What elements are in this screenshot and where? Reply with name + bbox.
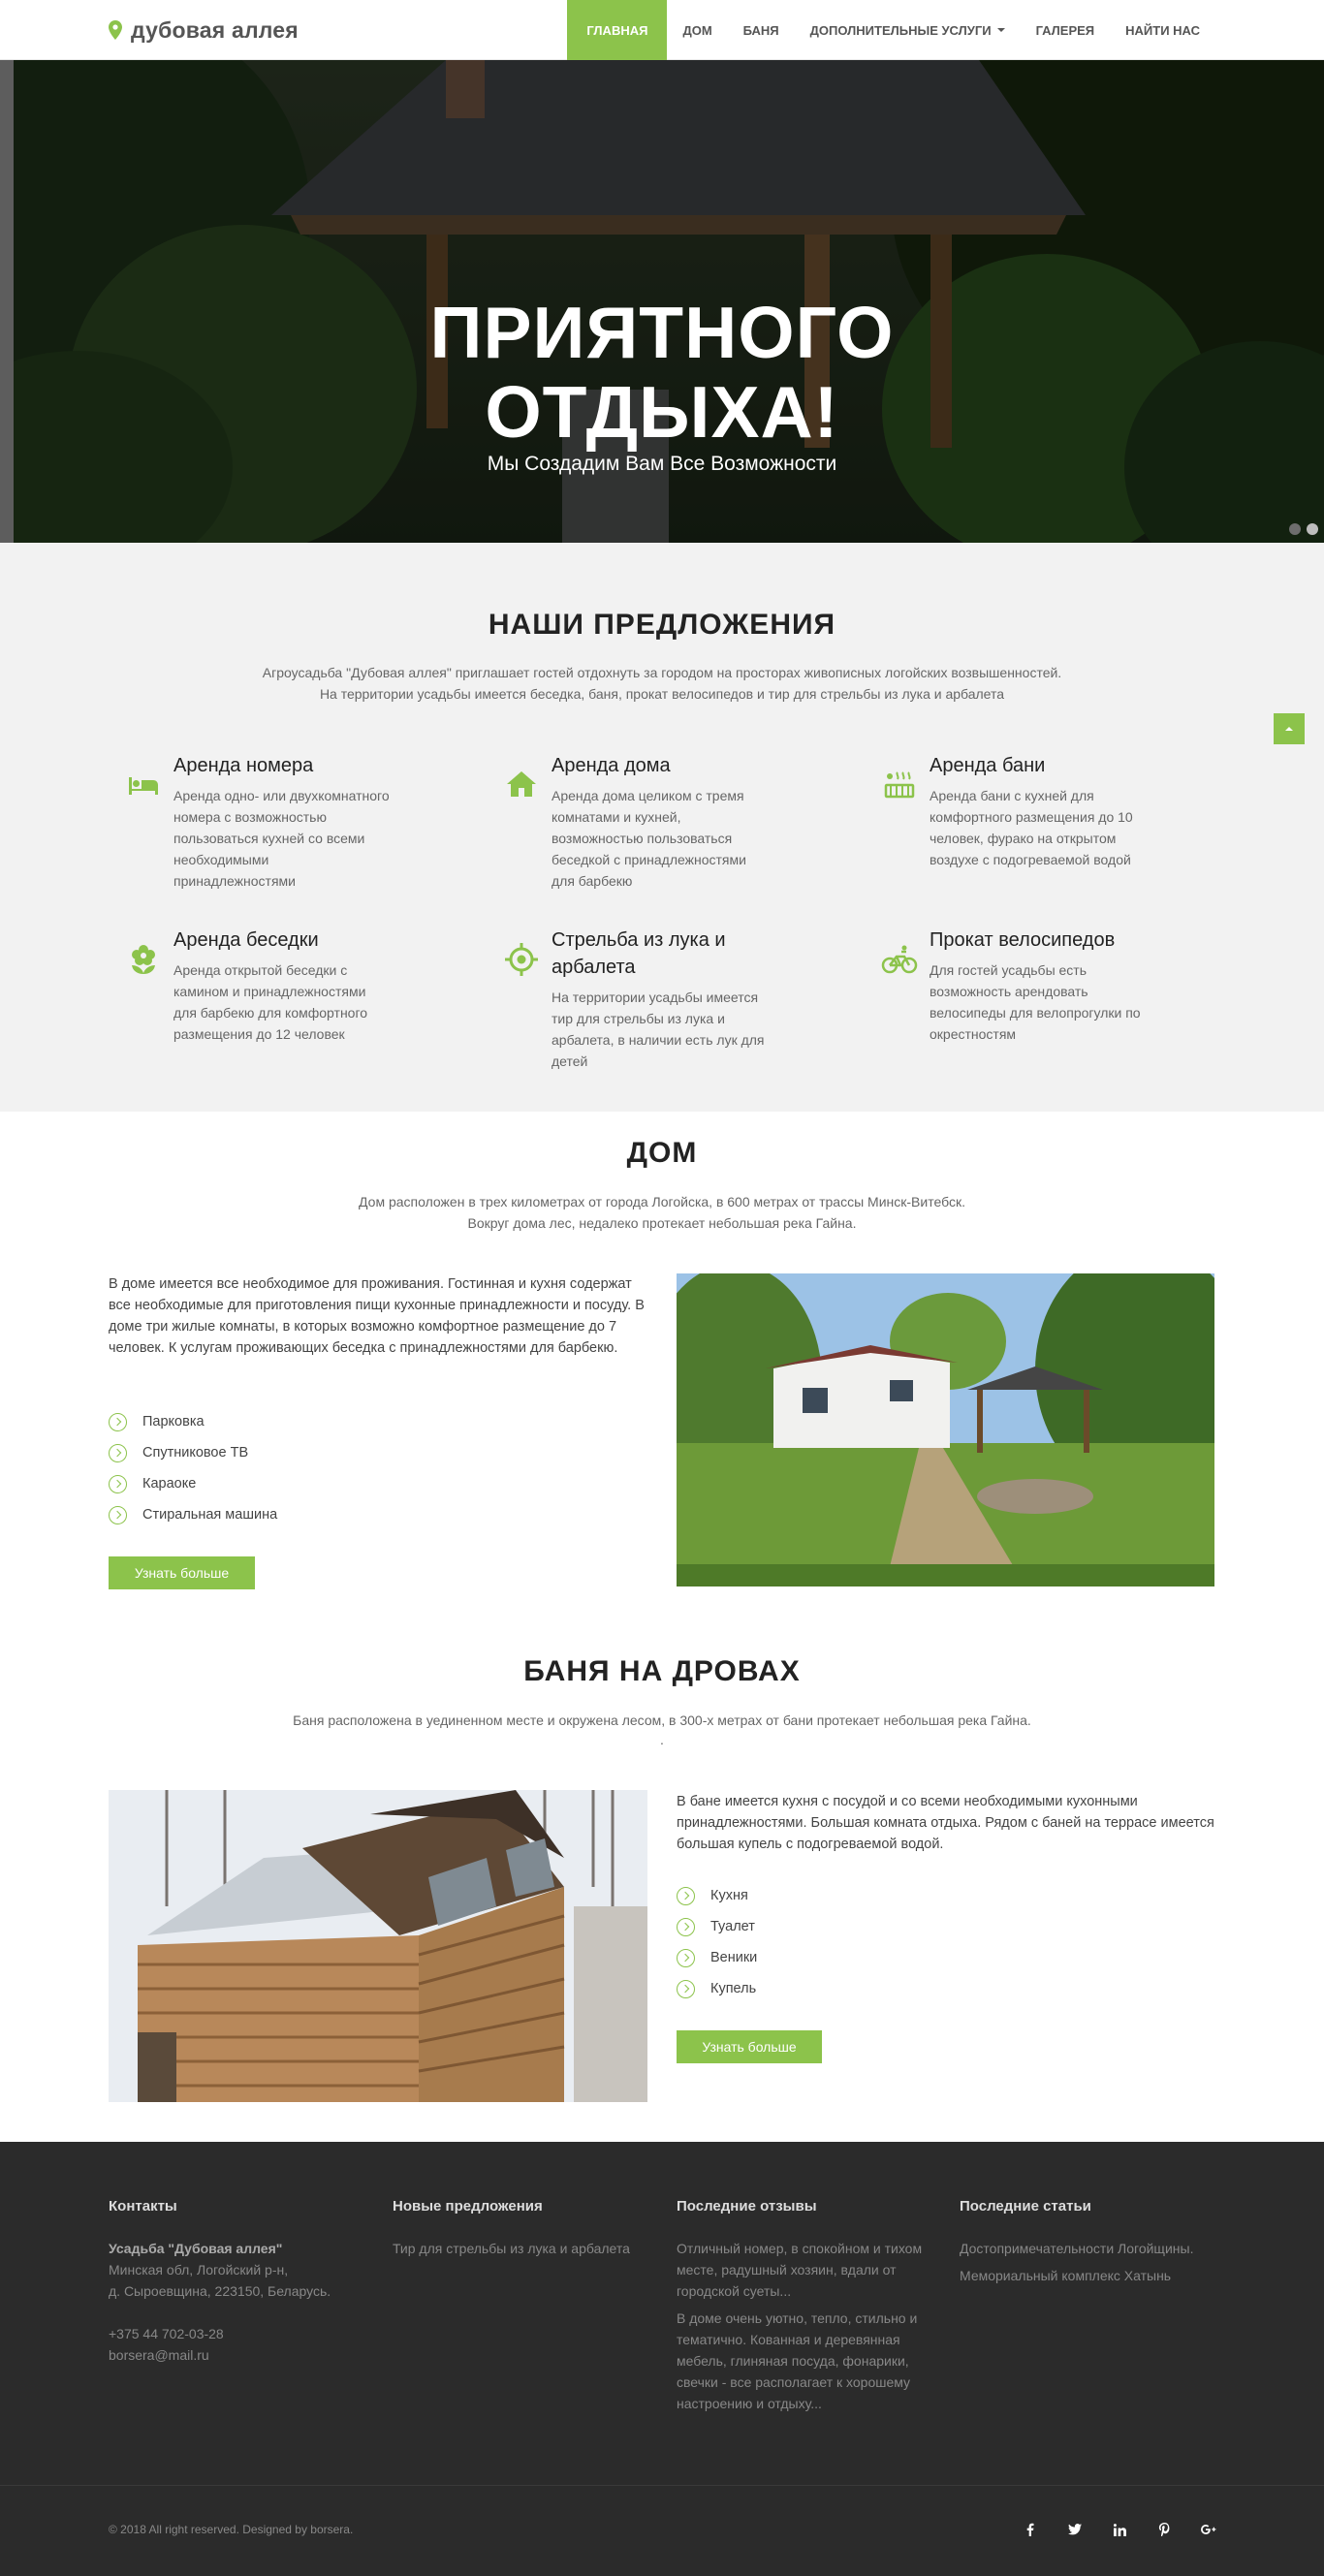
service-gazebo-rent xyxy=(109,927,390,1045)
hero-title xyxy=(0,293,1324,452)
map-pin-icon xyxy=(109,20,122,40)
bath-title: БАНЯ НА ДРОВАХ xyxy=(523,1655,801,1687)
check-circle-icon xyxy=(109,1506,127,1524)
hot-tub-icon xyxy=(880,766,919,804)
navbar xyxy=(0,0,1324,60)
service-title: Аренда дома xyxy=(552,755,671,776)
footer xyxy=(0,2142,1324,2576)
nav-item-house[interactable]: ДОМ xyxy=(682,22,712,38)
nav-item-home[interactable]: ГЛАВНАЯ xyxy=(567,0,667,60)
contacts-address-line2: д. Сыроевщина, 223150, Беларусь. xyxy=(109,2283,331,2299)
check-circle-icon xyxy=(677,1949,695,1967)
offers-intro-line2: На территории усадьбы имеется беседка, баня, прокат велосипедов и тир для стрельбы из лука и арбалета xyxy=(319,686,1005,702)
check-circle-icon xyxy=(677,1887,695,1905)
footer-new-offers xyxy=(393,2198,654,2265)
nav-item-bath[interactable]: БАНЯ xyxy=(742,22,779,38)
service-title: Аренда номера xyxy=(173,755,314,776)
contacts-email[interactable]: borsera@mail.ru xyxy=(109,2347,209,2363)
brand-logo[interactable] xyxy=(109,0,299,60)
feature-label: Парковка xyxy=(142,1414,205,1429)
house-features xyxy=(109,1406,277,1530)
main-nav xyxy=(567,0,1215,60)
slider-dot[interactable] xyxy=(1289,523,1301,535)
nav-item-extra-services[interactable] xyxy=(795,0,1021,60)
slider-dot-active[interactable] xyxy=(1307,523,1318,535)
nav-item-contacts[interactable]: НАЙТИ НАС xyxy=(1125,22,1200,38)
footer-contacts xyxy=(109,2198,370,2366)
service-desc: Аренда дома целиком с тремя комнатами и кухней, возможностью пользоваться беседкой с принадлежностями для барбекю xyxy=(552,788,746,889)
caret-down-icon xyxy=(997,28,1005,32)
house-intro-line2: Вокруг дома лес, недалеко протекает небольшая река Гайна. xyxy=(467,1215,857,1231)
footer-divider xyxy=(0,2485,1324,2486)
service-desc: Аренда одно- или двухкомнатного номера с возможностью пользоваться кухней со всеми необходимыми принадлежностями xyxy=(173,788,390,889)
brand-name: дубовая аллея xyxy=(131,16,299,43)
spacer xyxy=(109,2302,370,2323)
check-circle-icon xyxy=(109,1475,127,1493)
check-circle-icon xyxy=(109,1444,127,1462)
social-links xyxy=(1022,2521,1217,2538)
review-item[interactable]: Отличный номер, в спокойном и тихом месте, радушный хозяин, вдали от городской суеты... xyxy=(677,2241,923,2299)
pinterest-icon[interactable] xyxy=(1155,2521,1173,2538)
check-circle-icon xyxy=(677,1980,695,1998)
feature-label: Кухня xyxy=(710,1888,748,1903)
feature-label: Стиральная машина xyxy=(142,1507,278,1523)
footer-heading: Новые предложения xyxy=(393,2198,543,2215)
linkedin-icon[interactable] xyxy=(1111,2521,1128,2538)
list-item xyxy=(109,1437,277,1468)
list-item xyxy=(109,1406,277,1437)
footer-heading: Контакты xyxy=(109,2198,177,2215)
footer-articles xyxy=(960,2198,1215,2292)
bath-intro-line1: Баня расположена в уединенном месте и окружена лесом, в 300-х метрах от бани протекает небольшая река Гайна. xyxy=(293,1712,1031,1728)
feature-label: Туалет xyxy=(710,1919,755,1934)
bath-photo xyxy=(109,1790,647,2102)
review-item[interactable]: В доме очень уютно, тепло, стильно и тематично. Кованная и деревянная мебель, глиняная посуда, фонарики, свечки - все располагает к хорошему настроению и отдыху... xyxy=(677,2310,918,2411)
list-item xyxy=(109,1468,277,1499)
list-item xyxy=(109,1499,277,1530)
slider-dots xyxy=(1289,523,1318,535)
service-title: Аренда бани xyxy=(930,755,1046,776)
feature-label: Купель xyxy=(710,1981,757,1996)
contacts-address-line1: Минская обл, Логойский р-н, xyxy=(109,2262,289,2278)
list-item xyxy=(677,1942,757,1973)
offers-intro-line1: Агроусадьба "Дубовая аллея" приглашает гостей отдохнуть за городом на просторах живописных логойских возвышенностей. xyxy=(262,665,1062,680)
footer-heading: Последние статьи xyxy=(960,2198,1091,2215)
service-desc: Аренда бани с кухней для комфортного размещения до 10 человек, фурако на открытом воздухе с подогреваемой водой xyxy=(930,788,1133,867)
service-title: Стрельба из лука и арбалета xyxy=(552,929,726,978)
offers-section xyxy=(0,543,1324,1112)
copyright: © 2018 All right reserved. Designed by borsera. xyxy=(109,2523,354,2536)
bicycle-icon xyxy=(880,940,919,979)
list-item xyxy=(677,1973,757,2004)
service-desc: Для гостей усадьбы есть возможность арендовать велосипеды для велопрогулки по окрестностям xyxy=(930,962,1141,1042)
service-desc: На территории усадьбы имеется тир для стрельбы из лука и арбалета, в наличии есть лук для детей xyxy=(552,990,765,1069)
google-plus-icon[interactable] xyxy=(1200,2521,1217,2538)
bed-icon xyxy=(124,766,163,804)
bath-learn-more-button[interactable]: Узнать больше xyxy=(677,2030,822,2063)
service-title: Аренда беседки xyxy=(173,929,319,951)
house-learn-more-button[interactable]: Узнать больше xyxy=(109,1556,255,1589)
scroll-to-top-button[interactable] xyxy=(1274,713,1305,744)
house-intro-line1: Дом расположен в трех километрах от города Логойска, в 600 метрах от трассы Минск-Витебск. xyxy=(359,1194,965,1209)
service-desc: Аренда открытой беседки с камином и принадлежностями для барбекю для комфортного размещения до 12 человек xyxy=(173,962,368,1042)
house-description: В доме имеется все необходимое для проживания. Гостинная и кухня содержат все необходимые для приготовления пищи кухонные принадлежности и посуду. В доме три жилые комнаты, в которых возможно комфортное размещение до 7 человек. К услугам проживающих беседка с принадлежностями для барбекю. xyxy=(109,1276,645,1356)
article-item[interactable]: Достопримечательности Логойщины. xyxy=(960,2241,1194,2256)
contacts-name: Усадьба "Дубовая аллея" xyxy=(109,2241,283,2256)
contacts-block xyxy=(109,2238,370,2366)
flower-icon xyxy=(124,940,163,979)
service-title: Прокат велосипедов xyxy=(930,929,1116,951)
service-archery xyxy=(487,927,768,1072)
footer-heading: Последние отзывы xyxy=(677,2198,817,2215)
service-bath-rent xyxy=(865,752,1146,870)
home-icon xyxy=(502,766,541,804)
contacts-phone[interactable]: +375 44 702-03-28 xyxy=(109,2326,224,2341)
list-item xyxy=(677,1880,757,1911)
hero-title-line1: ПРИЯТНОГО xyxy=(429,292,895,373)
feature-label: Веники xyxy=(710,1950,758,1965)
service-room-rent xyxy=(109,752,390,892)
list-item xyxy=(677,1911,757,1942)
article-item[interactable]: Мемориальный комплекс Хатынь xyxy=(960,2268,1172,2283)
facebook-icon[interactable] xyxy=(1022,2521,1039,2538)
house-photo xyxy=(677,1273,1214,1586)
nav-item-gallery[interactable]: ГАЛЕРЕЯ xyxy=(1035,22,1095,38)
check-circle-icon xyxy=(109,1413,127,1431)
house-title: ДОМ xyxy=(626,1137,698,1169)
hero-title-line2: ОТДЫХА! xyxy=(485,371,839,453)
footer-link[interactable]: Тир для стрельбы из лука и арбалета xyxy=(393,2241,630,2256)
bath-features xyxy=(677,1880,757,2004)
offers-title: НАШИ ПРЕДЛОЖЕНИЯ xyxy=(488,609,836,641)
footer-reviews xyxy=(677,2198,934,2420)
hero-slider xyxy=(0,60,1324,543)
bath-intro-line2: . xyxy=(660,1732,664,1747)
service-bicycle-rent xyxy=(865,927,1146,1045)
hero-subtitle: Мы Создадим Вам Все Возможности xyxy=(487,453,837,475)
target-icon xyxy=(502,940,541,979)
twitter-icon[interactable] xyxy=(1066,2521,1084,2538)
check-circle-icon xyxy=(677,1918,695,1936)
bath-description: В бане имеется кухня с посудой и со всеми необходимыми кухонными принадлежностями. Большая комната отдыха. Рядом с баней на террасе имеется большая купель с подогреваемой водой. xyxy=(677,1794,1214,1852)
feature-label: Караоке xyxy=(142,1476,197,1492)
nav-item-extra-services-label: ДОПОЛНИТЕЛЬНЫЕ УСЛУГИ xyxy=(809,22,992,38)
service-house-rent xyxy=(487,752,768,892)
feature-label: Спутниковое ТВ xyxy=(142,1445,249,1461)
